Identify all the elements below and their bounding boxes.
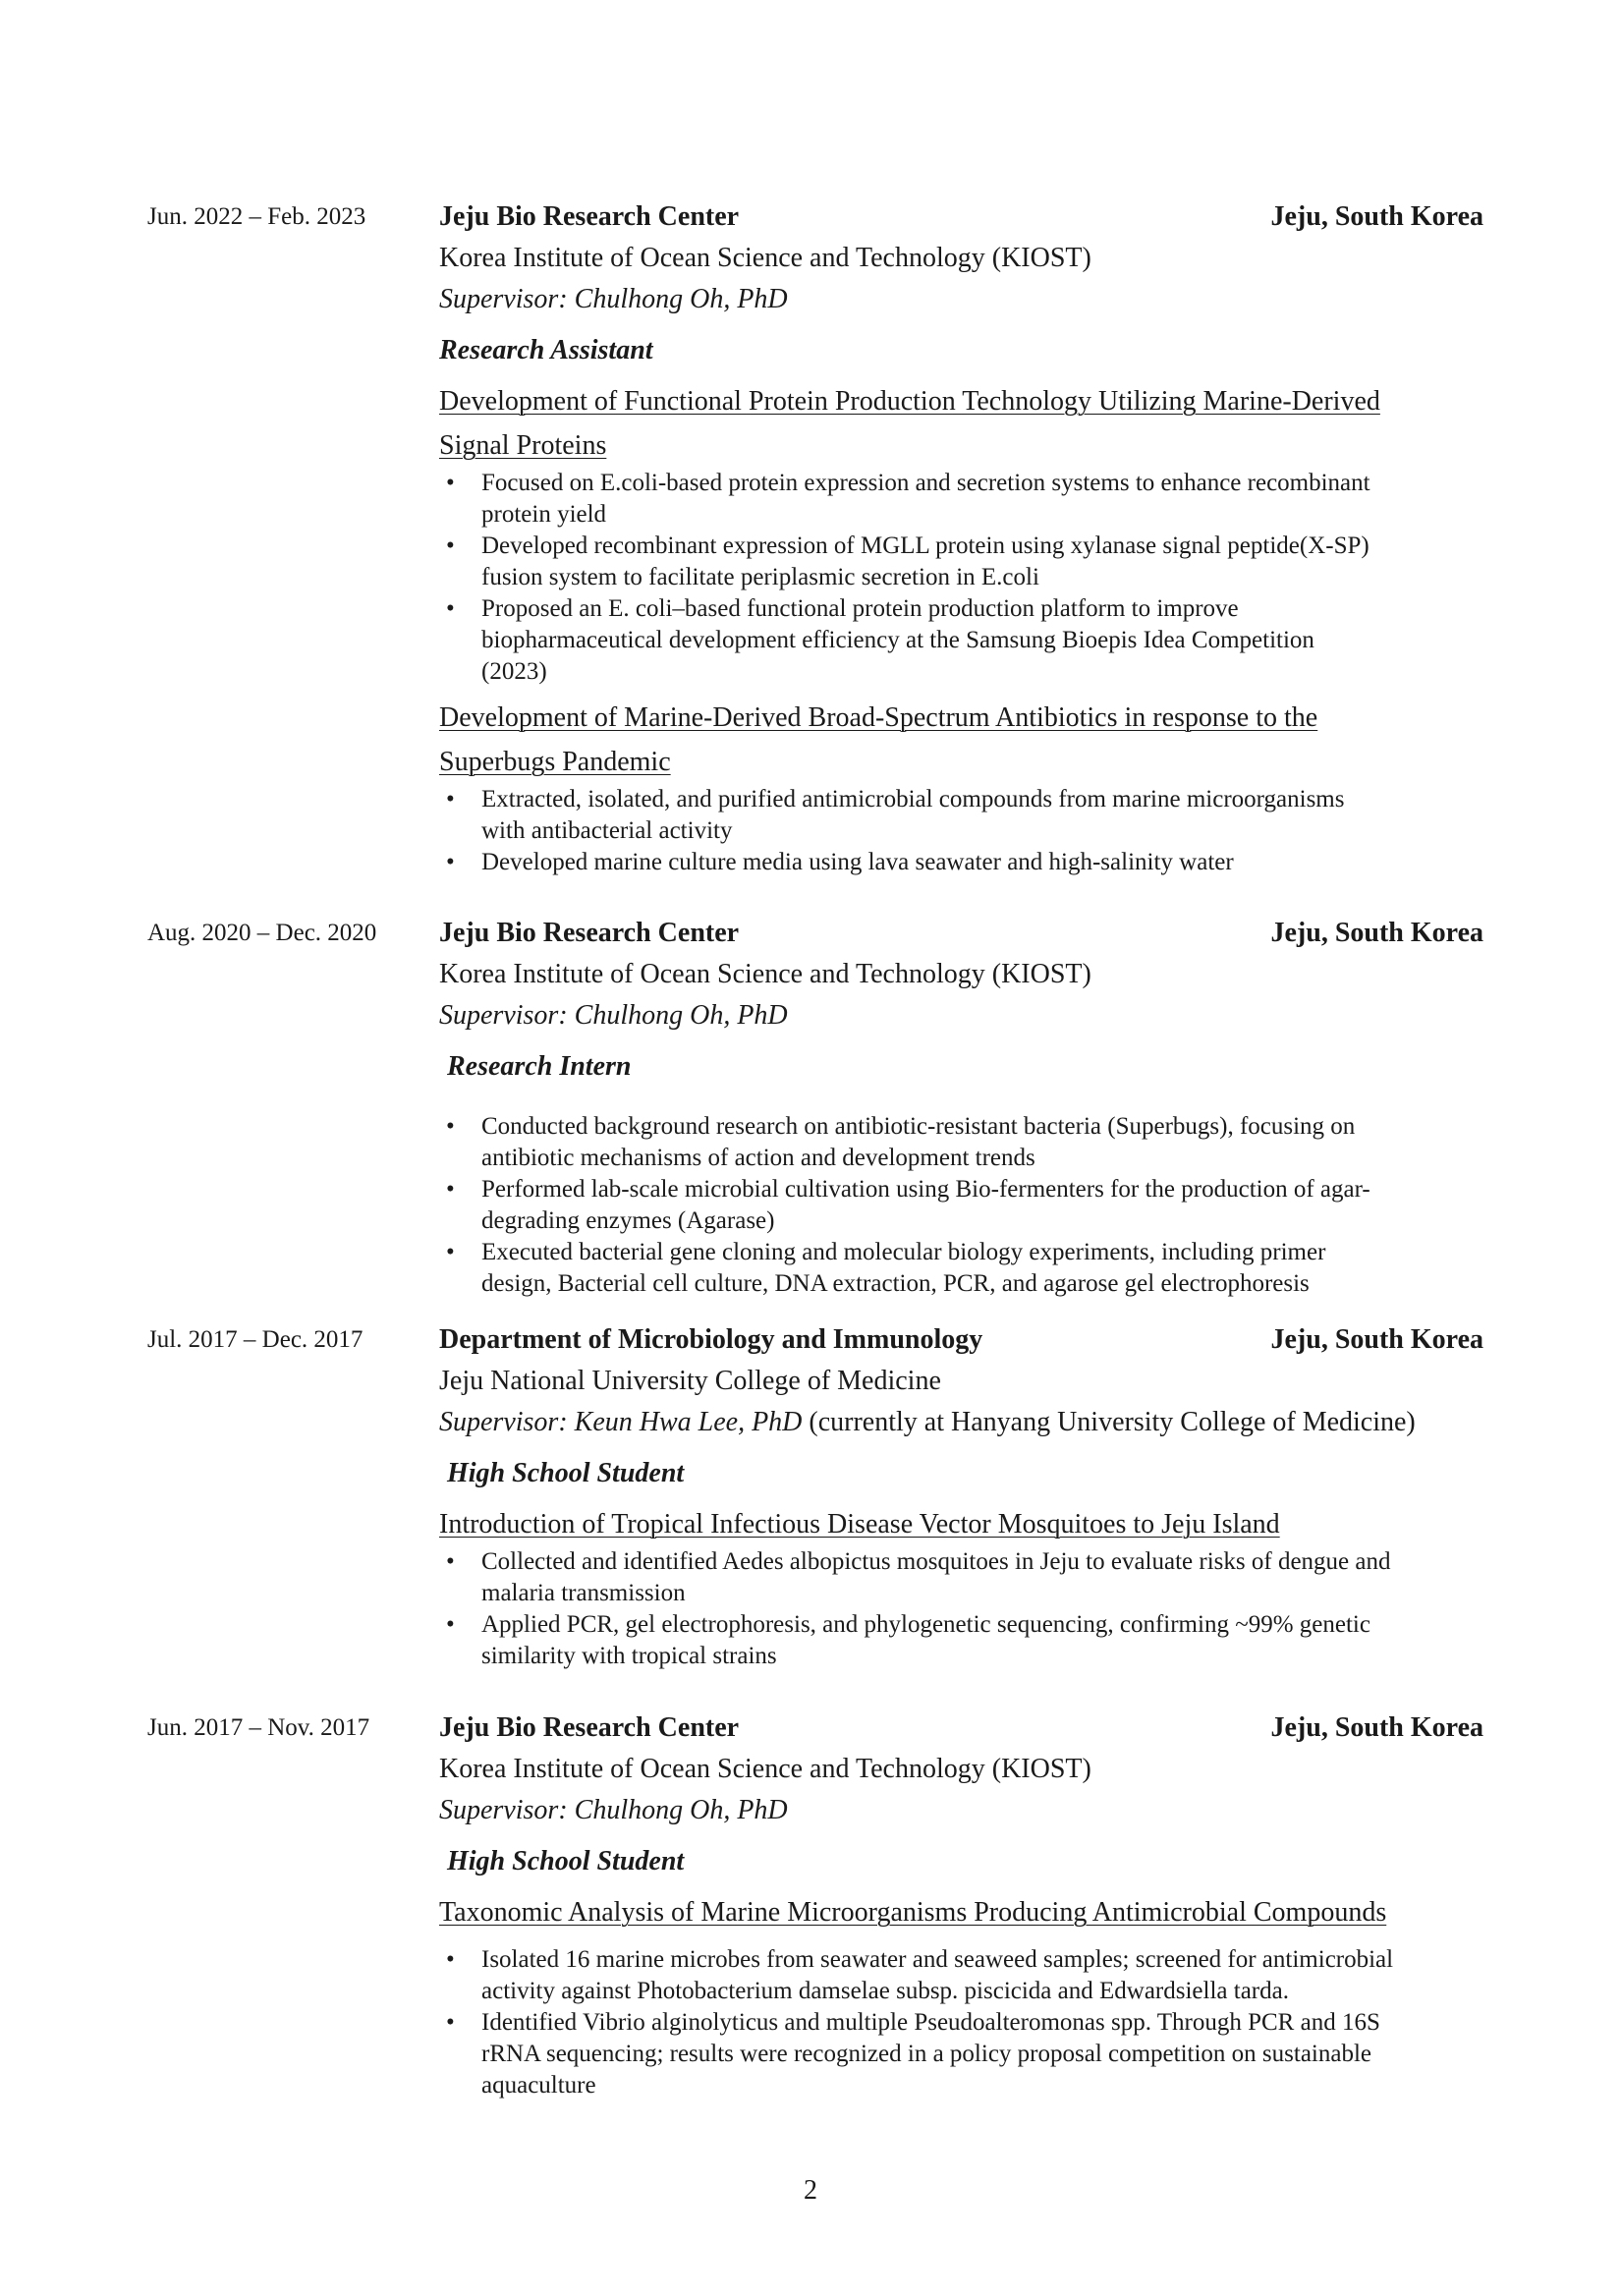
bullet-icon: •: [446, 532, 455, 559]
organization-name: Department of Microbiology and Immunology: [439, 1324, 983, 1355]
role-title: High School Student: [447, 1458, 685, 1488]
list-item: • Proposed an E. coli–based functional protein production platform to improve biopharmaceutical development efficiency at the Samsung Bioepis Idea Competition (2023): [446, 595, 1314, 685]
list-item: • Conducted background research on antibiotic-resistant bacteria (Superbugs), focusing on antibiotic mechanisms of action and development trends: [446, 1113, 1356, 1171]
location: Jeju, South Korea: [1270, 1324, 1483, 1355]
bullet-icon: •: [446, 1946, 455, 1973]
project-title: Development of Functional Protein Production Technology Utilizing Marine-Derived Signal Proteins: [439, 386, 1380, 461]
entry-date: Jun. 2017 – Nov. 2017: [147, 1714, 370, 1741]
project-title: Taxonomic Analysis of Marine Microorganisms Producing Antimicrobial Compounds: [439, 1897, 1387, 1928]
role-title: Research Intern: [447, 1051, 632, 1082]
list-item: • Performed lab-scale microbial cultivation using Bio-fermenters for the production of agar- degrading enzymes (Agarase): [446, 1176, 1370, 1234]
role-title: High School Student: [447, 1846, 685, 1876]
list-item: • Focused on E.coli-based protein expression and secretion systems to enhance recombinant protein yield: [446, 470, 1370, 528]
entry-date: Jun. 2022 – Feb. 2023: [147, 203, 366, 230]
bullet-icon: •: [446, 595, 455, 622]
location: Jeju, South Korea: [1270, 201, 1483, 232]
bullet-icon: •: [446, 786, 455, 812]
organization-name: Jeju Bio Research Center: [439, 918, 740, 948]
project-title: Introduction of Tropical Infectious Disease Vector Mosquitoes to Jeju Island: [439, 1509, 1280, 1540]
supervisor-note: (currently at Hanyang University College of Medicine): [802, 1407, 1416, 1437]
location: Jeju, South Korea: [1270, 1712, 1483, 1743]
institution-name: Korea Institute of Ocean Science and Technology (KIOST): [439, 1754, 1091, 1784]
bullet-list: [439, 1546, 1483, 1672]
organization-name: Jeju Bio Research Center: [439, 1712, 740, 1743]
list-item: • Developed marine culture media using lava seawater and high-salinity water: [439, 847, 1483, 878]
institution-name: Jeju National University College of Medicine: [439, 1366, 941, 1396]
institution-name: Korea Institute of Ocean Science and Technology (KIOST): [439, 959, 1091, 989]
bullet-icon: •: [446, 1548, 455, 1575]
list-item: • Applied PCR, gel electrophoresis, and phylogenetic sequencing, confirming ~99% genetic similarity with tropical strains: [446, 1611, 1370, 1669]
bullet-list: [439, 468, 1483, 688]
bullet-icon: •: [446, 1239, 455, 1265]
supervisor: Supervisor: Chulhong Oh, PhD: [439, 1795, 788, 1825]
bullet-icon: •: [446, 1176, 455, 1203]
bullet-icon: •: [446, 2009, 455, 2036]
bullet-icon: •: [446, 470, 455, 496]
entry-date: Jul. 2017 – Dec. 2017: [147, 1326, 363, 1353]
list-item: • Executed bacterial gene cloning and molecular biology experiments, including primer design, Bacterial cell culture, DNA extraction, PCR, and agarose gel electrophoresis: [446, 1239, 1326, 1297]
supervisor: Supervisor: Chulhong Oh, PhD: [439, 284, 788, 314]
bullet-list: [439, 1944, 1483, 2101]
list-item: • Developed recombinant expression of MGLL protein using xylanase signal peptide(X-SP) fusion system to facilitate periplasmic secretion in E.coli: [446, 532, 1369, 590]
bullet-icon: •: [446, 1113, 455, 1140]
bullet-icon: •: [446, 1611, 455, 1638]
role-title: Research Assistant: [439, 335, 653, 365]
bullet-icon: •: [446, 849, 455, 875]
organization-name: Jeju Bio Research Center: [439, 201, 740, 232]
list-item: • Extracted, isolated, and purified antimicrobial compounds from marine microorganisms with antibacterial activity: [446, 786, 1345, 844]
list-item: • Isolated 16 marine microbes from seawater and seaweed samples; screened for antimicrobial activity against Photobacterium damselae subsp. piscicida and Edwardsiella tarda.: [446, 1946, 1394, 2004]
bullet-list: [439, 1111, 1483, 1300]
institution-name: Korea Institute of Ocean Science and Technology (KIOST): [439, 243, 1091, 273]
supervisor: Supervisor: Chulhong Oh, PhD: [439, 1000, 788, 1031]
bullet-list: [439, 784, 1483, 878]
list-item: • Collected and identified Aedes albopictus mosquitoes in Jeju to evaluate risks of dengue and malaria transmission: [446, 1548, 1391, 1606]
page-number: 2: [804, 2175, 817, 2206]
project-title: Development of Marine-Derived Broad-Spectrum Antibiotics in response to the Superbugs Pandemic: [439, 702, 1318, 777]
location: Jeju, South Korea: [1270, 918, 1483, 948]
list-item: • Identified Vibrio alginolyticus and multiple Pseudoalteromonas spp. Through PCR and 16S rRNA sequencing; results were recognized in a policy proposal competition on sustainable aquaculture: [446, 2009, 1380, 2099]
entry-date: Aug. 2020 – Dec. 2020: [147, 920, 377, 946]
supervisor: Supervisor: Keun Hwa Lee, PhD: [439, 1407, 803, 1437]
